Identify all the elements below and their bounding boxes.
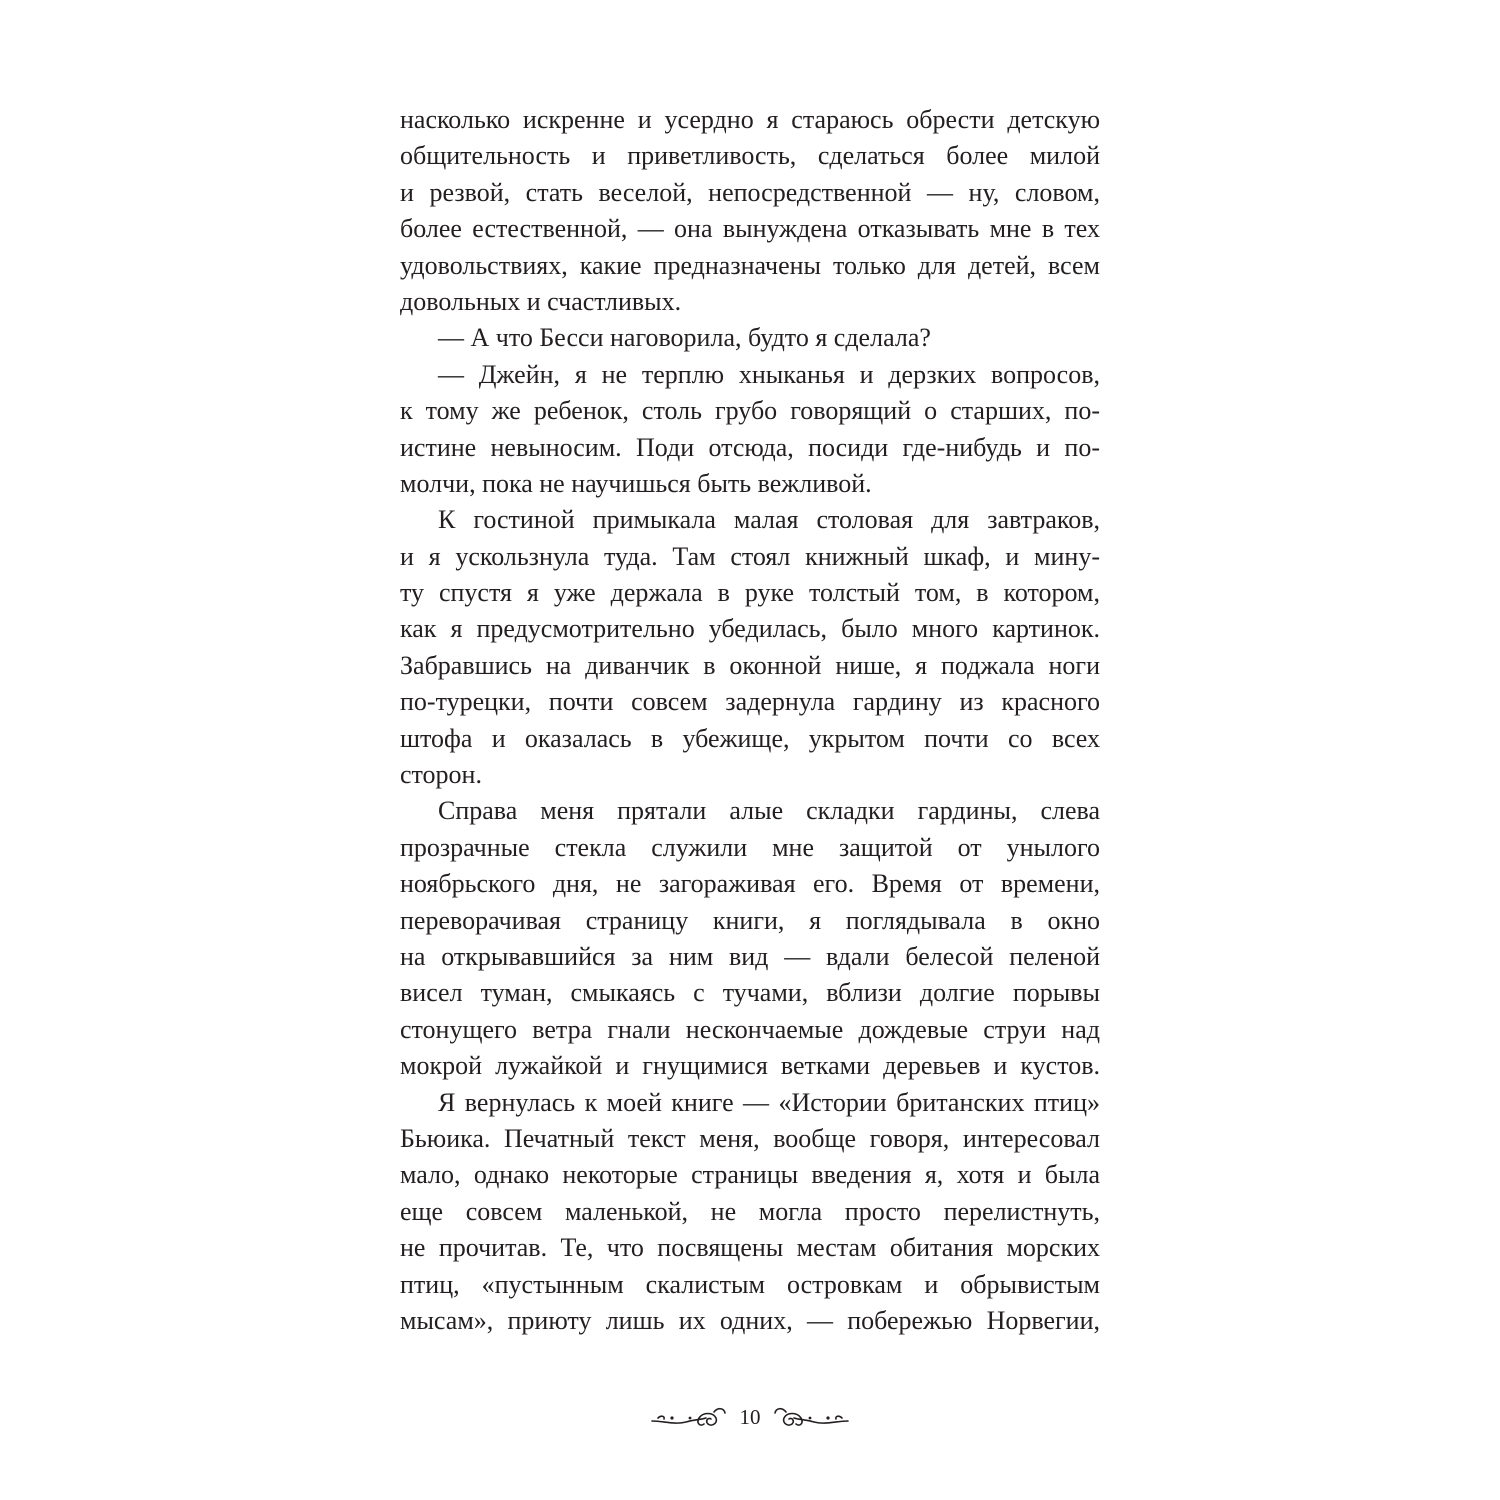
text-line: и резвой, стать веселой, непосредственной — ну, словом, bbox=[400, 177, 1100, 207]
text-line: истине невыносим. Поди отсюда, посиди где-нибудь и по- bbox=[400, 432, 1100, 462]
text-line: довольных и счастливых. bbox=[400, 286, 682, 316]
text-line: на открывавшийся за ним вид — вдали белесой пеленой bbox=[400, 941, 1100, 971]
text-line: еще совсем маленькой, не могла просто перелистнуть, bbox=[400, 1196, 1100, 1226]
text-line: к тому же ребенок, столь грубо говорящий о старших, по- bbox=[400, 396, 1100, 426]
text-line: Справа меня прятали алые складки гардины, слева bbox=[438, 796, 1100, 826]
text-line: Бьюика. Печатный текст меня, вообще говоря, интересовал bbox=[400, 1123, 1100, 1153]
text-line: и я ускользнула туда. Там стоял книжный шкаф, и мину- bbox=[400, 541, 1100, 571]
text-line: общительность и приветливость, сделаться более милой bbox=[400, 141, 1100, 171]
text-line: по-турецки, почти совсем задернула гардину из красного bbox=[400, 687, 1100, 717]
text-line: стонущего ветра гнали нескончаемые дождевые струи над bbox=[400, 1014, 1100, 1044]
text-line: висел туман, смыкаясь с тучами, вблизи долгие порывы bbox=[400, 978, 1100, 1008]
text-line: более естественной, — она вынуждена отказывать мне в тех bbox=[400, 214, 1100, 244]
text-line: — А что Бесси наговорила, будто я сделала? bbox=[438, 323, 931, 353]
text-line: мокрой лужайкой и гнущимися ветками деревьев и кустов. bbox=[400, 1051, 1100, 1081]
text-line: птиц, «пустынным скалистым островкам и обрывистым bbox=[400, 1269, 1100, 1299]
text-line: переворачивая страницу книги, я поглядывала в окно bbox=[400, 905, 1100, 935]
page-footer bbox=[650, 1398, 850, 1438]
text-line: ту спустя я уже держала в руке толстый том, в котором, bbox=[400, 578, 1100, 608]
text-line: как я предусмотрительно убедилась, было много картинок. bbox=[400, 614, 1100, 644]
text-line: удовольствиях, какие предназначены только для детей, всем bbox=[400, 250, 1100, 280]
text-line: ноябрьского дня, не загораживая его. Время от времени, bbox=[400, 869, 1100, 899]
text-line: молчи, пока не научишься быть вежливой. bbox=[400, 468, 872, 498]
text-line: сторон. bbox=[400, 760, 482, 790]
text-line: не прочитав. Те, что посвящены местам обитания морских bbox=[400, 1233, 1100, 1263]
text-line: — Джейн, я не терплю хныканья и дерзких вопросов, bbox=[438, 359, 1100, 389]
text-line: штофа и оказалась в убежище, укрытом почти со всех bbox=[400, 723, 1100, 753]
text-line: насколько искренне и усердно я стараюсь обрести детскую bbox=[400, 105, 1100, 134]
text-line: мысам», приюту лишь их одних, — побережью Норвегии, bbox=[400, 1305, 1100, 1335]
flourish-right-icon bbox=[772, 1404, 850, 1435]
text-line: Забравшись на диванчик в оконной нише, я поджала ноги bbox=[400, 650, 1100, 680]
text-line: мало, однако некоторые страницы введения я, хотя и была bbox=[400, 1160, 1100, 1190]
body-text bbox=[400, 102, 1100, 1339]
text-line: прозрачные стекла служили мне защитой от унылого bbox=[400, 832, 1100, 862]
page-number: 10 bbox=[739, 1405, 761, 1429]
text-line: Я вернулась к моей книге — «Истории британских птиц» bbox=[438, 1087, 1100, 1117]
text-line: К гостиной примыкала малая столовая для завтраков, bbox=[438, 505, 1100, 535]
